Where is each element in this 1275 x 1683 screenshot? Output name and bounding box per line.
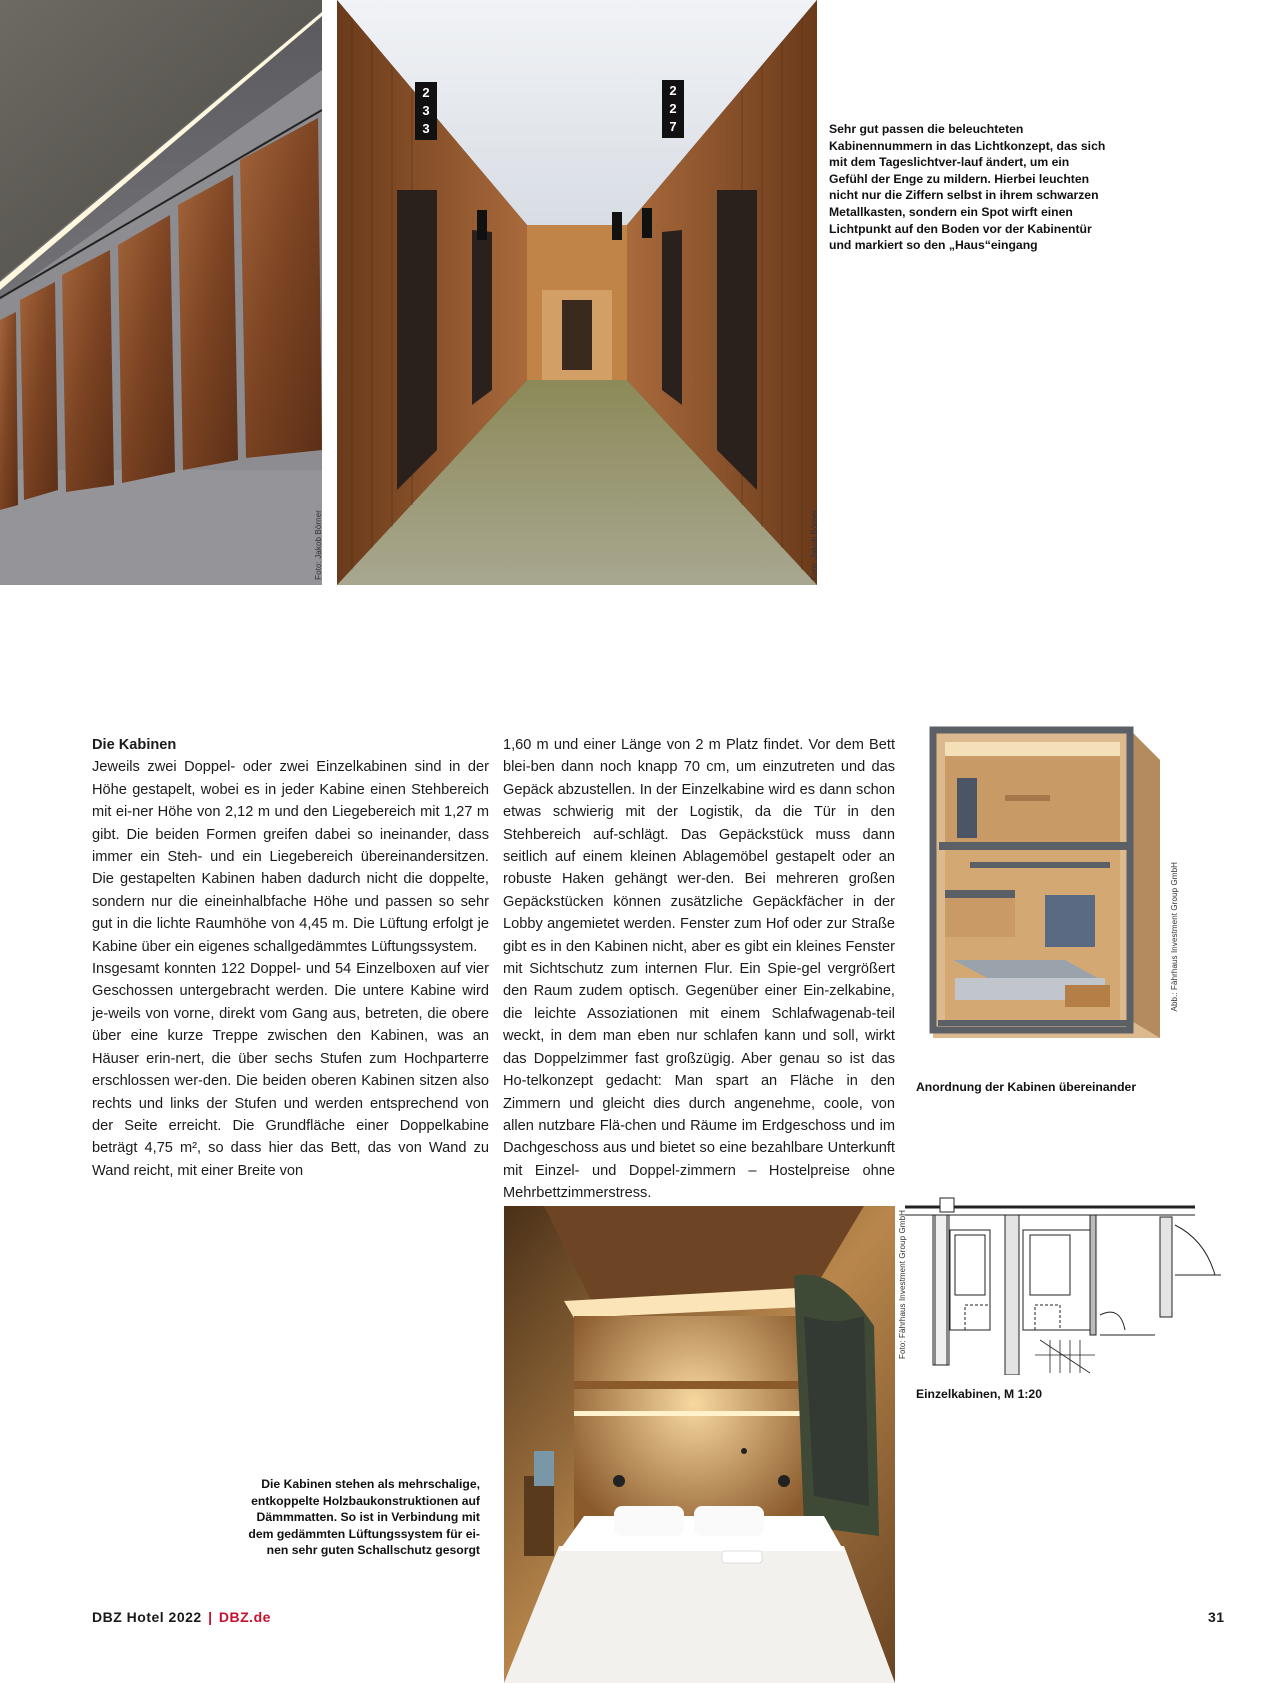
paragraph: 1,60 m und einer Länge von 2 m Platz findet. Vor dem Bett blei-ben dann noch knapp 70 cm, um einzutreten und das Gepäck abzustellen. In der Einzelkabine wird es dann schon etwas schwierig mit der Logistik, da die Tür in den Stehbereich auf-schlägt. Das Gepäckstück muss dann seitlich auf einem kleinen Ablagemöbel gestapelt oder an robuste Haken gehängt wer-den. Bei mehreren großen Gepäckstücken können zusätzliche Gepäckfächer in der Lobby angemietet werden. Fenster zum Hof oder zur Straße gibt es in den Kabinen nicht, aber es gibt ein kleines Fenster mit Sichtschutz zum internen Flur. Ein Spie-gel vergrößert den Raum zudem optisch. Gegenüber einer Ein-zelkabine, die leichte Assoziationen mit einem Schlafwagenab-teil weckt, in dem man eben nur schlafen kann und soll, wirkt das Doppelzimmer fast großzügig. Aber genau so ist das Ho-telkonzept gedacht: Man spart an Fläche in den Zimmern und gleicht dies durch angenehme, coole, von allen nutzbare Flä-chen und Räume im Erdgeschoss und im Dachgeschoss aus und bietet so eine bezahlbare Unterkunft mit Einzel- und Doppel-zimmern – Hostelpreise ohne Mehrbettzimmerstress. [503,737,895,1202]
photo-leather-panels [0,0,322,585]
caption-corridor: Sehr gut passen die beleuchteten Kabinennummern in das Lichtkonzept, das sich mit dem Tageslichtver-lauf ändert, um ein Gefühl der Enge zu mildern. Hierbei leuchten nicht nur die Ziffern selbst in ihrem schwarzen Metallkasten, sondern ein Spot wirft einen Lichtpunkt auf den Boden vor der Kabinentür und markiert so den „Haus“eingang [829,122,1106,253]
photo-cabin-interior [504,1206,895,1683]
photo-credit: Foto: Jakob Börner [314,510,323,580]
floor-plan-drawing [905,1195,1223,1375]
cabin-number-sign-227: 2 2 7 [669,83,677,134]
paragraph: Insgesamt konnten 122 Doppel- und 54 Einzelboxen auf vier Geschossen untergebracht werden. Die untere Kabine wird je-weils von vorne, direkt vom Gang aus, betreten, die obere über eine kurze Treppe zwischen den Kabinen, was an Häuser erin-nert, die über sechs Stufen zum Hochparterre erschlossen wer-den. Die beiden oberen Kabinen sitzen also rechts und links der Stufen und werden entsprechend von der Seite erreicht. Die Grundfläche einer Doppelkabine beträgt 4,75 m², so dass hier das Bett, das von Wand zu Wand reicht, mit einer Breite von [92,961,489,1179]
section-heading: Die Kabinen [92,737,177,753]
page-number: 31 [1208,1609,1225,1625]
magazine-title: DBZ Hotel 2022 [92,1609,202,1625]
footer-separator: | [208,1609,213,1625]
paragraph: Jeweils zwei Doppel- oder zwei Einzelkabinen sind in der Höhe gestapelt, wobei es in jeder Kabine einen Stehbereich mit ei-ner Höhe von 2,12 m und den Liegebereich mit 1,27 m gibt. Die beiden Formen greifen dabei so ineinander, dass immer ein Steh- und ein Liegebereich übereinandersitzen. Die gestapelten Kabinen haben dadurch nicht die doppelte, sondern nur die eineinhalbfache Höhe und passen so sehr gut in die lichte Raumhöhe von 4,45 m. Die Lüftung erfolgt je Kabine über ein eigenes schallgedämmtes Lüftungssystem. [92,759,489,955]
article-column-1 [92,734,489,1182]
photo-credit: Foto: Jakob Börner [810,510,819,580]
caption-cabin-interior: Die Kabinen stehen als mehrschalige, entkoppelte Holzbaukonstruktionen auf Dämmmatten. So ist in Verbindung mit dem gedämmten Lüftungssystem für ei-nen sehr guten Schallschutz gesorgt [248,1477,480,1558]
photo-credit: Foto: Fährhaus Investment Group GmbH [898,1210,907,1359]
illustration-cabin-stack [905,720,1165,1040]
footer-magazine [92,1609,271,1625]
cabin-number-sign-233: 2 3 3 [422,85,430,136]
photo-corridor [337,0,817,585]
illustration-credit: Abb.: Fährhaus Investment Group GmbH [1170,862,1179,1012]
caption-cabin-stack: Anordnung der Kabinen übereinander [916,1080,1137,1094]
caption-floor-plan: Einzelkabinen, M 1:20 [916,1387,1042,1401]
magazine-url[interactable]: DBZ.de [218,1609,271,1625]
article-column-2 [503,734,895,1205]
